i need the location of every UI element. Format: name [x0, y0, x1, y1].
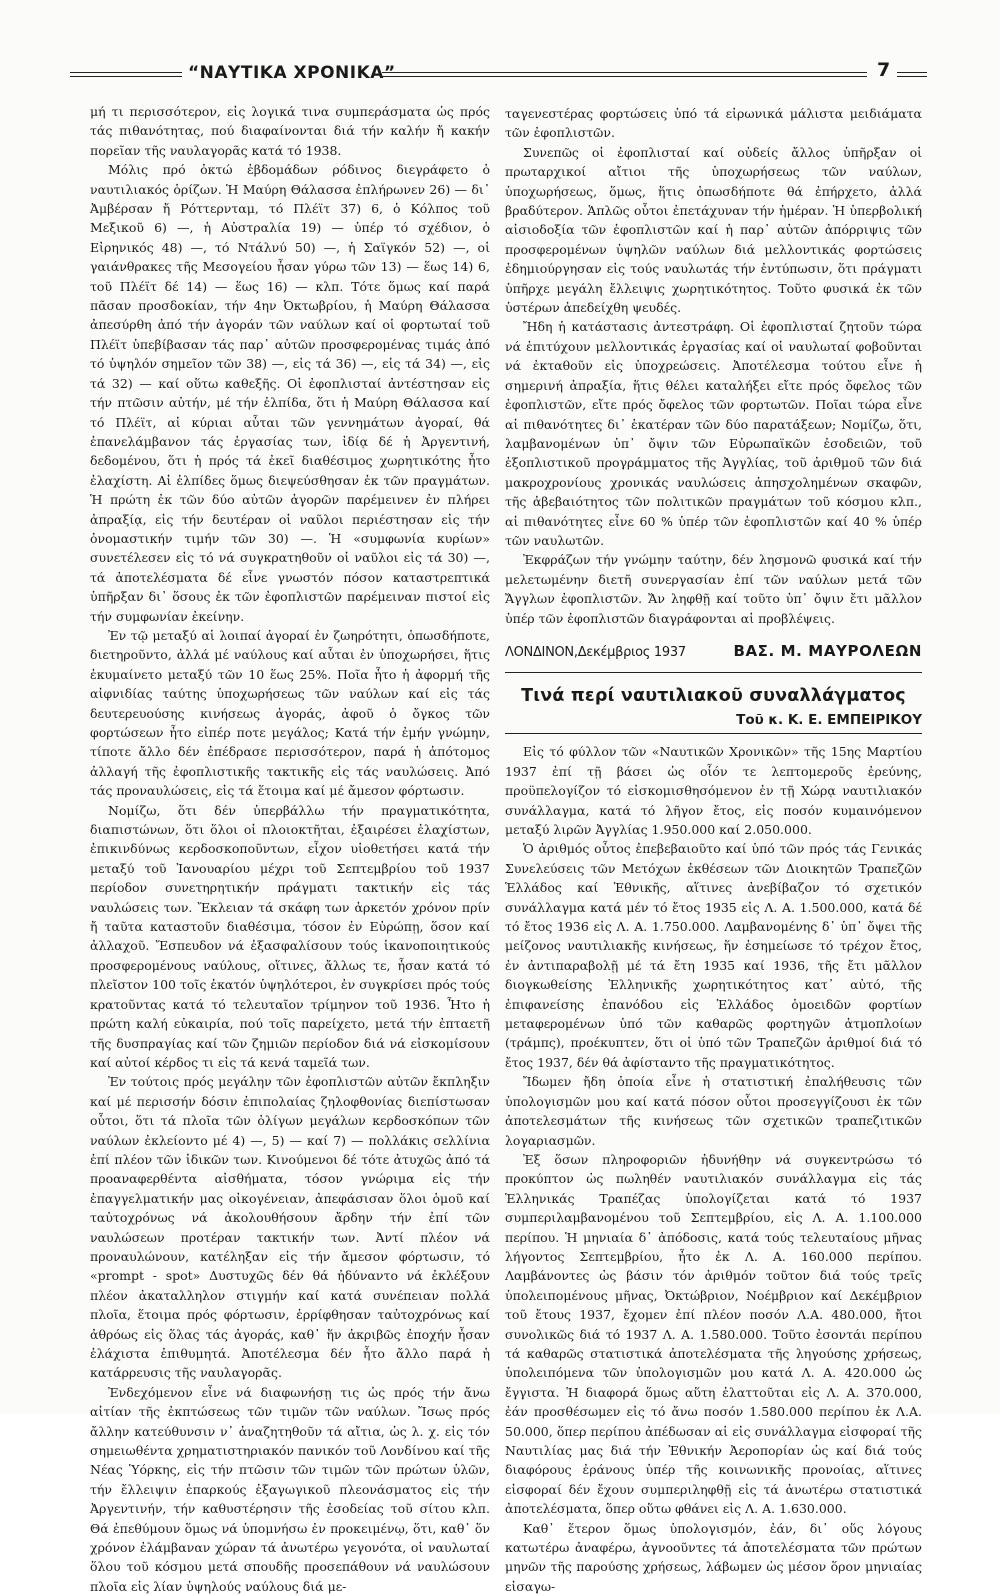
dateline: ΛΟΝΔΙΝΟΝ,Δεκέμβριος 1937 — [505, 644, 686, 660]
author-signature: ΒΑΣ. Μ. ΜΑΥΡΟΛΕΩΝ — [733, 641, 922, 660]
paragraph: μή τι περισσότερον, εἰς λογικά τινα συμπεράσματα ὡς πρός τάς πιθανότητας, πού διαφαίνονται διά τήν καλήν ἤ κακήν πορεῖαν τῆς ναυλαγορᾶς κατά τό 1938. — [90, 104, 490, 158]
paragraph: Νομίζω, ὅτι δέν ὑπερβάλλω τήν πραγματικότητα, διαπιστώνων, ὅτι ὅλοι οἱ πλοιοκτῆται, ἐξαιρέσει ἐλαχίστων, ἐπικινδύνως κερδοσκοποῦντων, εἶχον υἱοθετήσει κατά τήν μεταξύ τοῦ Ἰανουαρίου μέχρι τοῦ Σεπτεμβρίου τοῦ 1937 περίοδον συνετηρητικήν πράγματι τακτικήν εἰς τάς ναυλώσεις των. Ἔκλειαν τά σκάφη των ἀρκετόν χρόνον πρίν ἤ ταῦτα καταστοῦν διαθέσιμα, τόσον ἐν Εὐρώπῃ, ὅσον καί ἀλλαχοῦ. Ἔσπευδον νά ἐξασφαλίσουν τούς ἱκανοποιητικούς προσφερομένους ναύλους, οἵτινες, ἄλλως τε, ἦσαν κατά τό πλεῖστον 100 τοῖς ἑκατόν ὑψηλότεροι, ἐν συγκρίσει πρός τούς κρατοῦντας κατά τό τελευταῖον τρίμηνον τοῦ 1936. Ἦτο ἡ πρώτη καλή εὐκαιρία, πού τοῖς παρείχετο, μετά τήν ἐπταετῆ τῆς δυσπραγίας καί τῶν ζημιῶν περίοδον διά νά εἰσκομίσουν καί αὐτοί κέρδος τι εἰς τά κενά ταμεῖά των. — [90, 802, 490, 1070]
page-number: 7 — [877, 59, 891, 81]
paragraph: Ἐκφράζων τήν γνώμην ταύτην, δέν λησμονῶ φυσικά καί τήν μελετωμένην διετῆ συνεργασίαν ἐπί τῶν ναύλων μετά τῶν Ἄγγλων ἐφοπλιστῶν. Ἄν ληφθῇ καί τοῦτο ὑπ᾽ ὄψιν ἔτι μᾶλλον ὑπέρ τῶν ἐφοπλιστῶν διαγράφονται αἱ προβλέψεις. — [505, 552, 922, 626]
header-rule-right — [897, 72, 927, 77]
paragraph: Ἐν τῷ μεταξύ αἱ λοιπαί ἀγοραί ἐν ζωηρότητι, ὁπωσδήποτε, διετηροῦντο, ἀλλά μέ ναύλους καί αὗται ἐν ὑποχωρήσει, ἥτις ἐκυμαίνετο μεταξύ τῶν 10 ἕως 25%. Ποῖα ἦτο ἡ ἀφορμή τῆς αἰφνιδίας ταύτης ὑποχωρήσεως τῶν ναύλων καί εἰς τάς δευτερευούσης κινήσεως ἀγοράς, ἀφοῦ ὁ ὄγκος τῶν φορτώσεων ἦτο εἰπέρ ποτε μεγάλος; Κατά τήν ἐμήν γνώμην, τίποτε ἄλλο δέν ἐπέδρασε περισσότερον, παρά ἡ ἀπότομος ἀλλαγή τῆς ἐφοπλιστικῆς τακτικῆς εἰς τάς ναυλώσεις. Ἀπό τάς προναυλώσεις, εἰς τά ἕτοιμα καί μέ ἄμεσον φόρτωσιν. — [90, 627, 490, 799]
paragraph: Ἤδη ἡ κατάστασις ἀντεστράφη. Οἱ ἐφοπλισταί ζητοῦν τώρα νά ἐπιτύχουν μελλοντικάς ἐργασίας καί οἱ ναυλωταί φοβοῦνται νά ἐκταθοῦν εἰς ὑποχρεώσεις. Ἀποτέλεσμα τούτου εἶνε ἡ σημερινή ἀπραξία, ἥτις θέλει καταλήξει εἴτε πρός ὄφελος τῶν ἐφοπλιστῶν, εἴτε πρός ὄφελος τῶν φορτωτῶν. Ποῖαι τώρα εἶνε αἱ πιθανότητες δι᾽ ἑκατέραν τῶν δύο παρατάξεων; Νομίζω, ὅτι, λαμβανομένων ὑπ᾽ ὄψιν τῶν Εὐρωπαϊκῶν ἐσοδειῶν, τοῦ ἐξοπλιστικοῦ προγράμματος τῆς Ἀγγλίας, τοῦ ἀριθμοῦ τῶν διά μακροχρονίους χρονικάς ναυλώσεις ἀπησχολημένων σκαφῶν, τῆς ἀβεβαιότητος τῶν πολιτικῶν πραγμάτων τοῦ κόσμου κλπ., αἱ πιθανότητες εἶνε 60 % ὑπέρ τῶν ἐφοπλιστῶν καί 40 % ὑπέρ τῶν ναυλωτῶν. — [505, 319, 922, 548]
left-column — [90, 102, 490, 1596]
header-rule-middle — [382, 72, 867, 77]
paragraph: Μόλις πρό ὀκτώ ἑβδομάδων ρόδινος διεγράφετο ὁ ναυτιλιακός ὁρίζων. Ἡ Μαύρη Θάλασσα ἐπλήρωνεν 26) — δι᾽ Ἀμβέρσαν ἤ Ρόττερνταμ, τό Πλέϊτ 37) 6, ὁ Κόλπος τοῦ Μεξικοῦ 6) —, ἡ Αὐστραλία 19) — ὑπέρ τό σχέδιον, ὁ Εἰρηνικός 48) —, τό Ντάλνύ 50) —, ἡ Σαϊγκόν 52) —, οἱ γαιάνθρακες τῆς Μεσογείου ἦσαν γύρω τῶν 13) — ἕως 14) 6, τοῦ Πλέϊτ δέ 14) — ἕως 16) — κλπ. Τότε ὅμως καί παρά πᾶσαν προσδοκίαν, τήν 4ην Ὀκτωβρίου, ἡ Μαύρη Θάλασσα ἀπεσύρθη ἀπό τήν ἀγοράν τῶν ναύλων καί οἱ φορτωταί τοῦ Πλέϊτ ὑπεβίβασαν τάς παρ᾽ αὐτῶν προσφερομένας τιμάς ἀπό τό ὑψηλόν σημεῖον τῶν 38) —, εἰς τά 36) —, εἰς τά 34) —, εἰς τά 32) — καί οὕτω καθεξῆς. Οἱ ἐφοπλισταί ἀντέστησαν εἰς τήν πτῶσιν αὐτήν, μέ τήν ἐλπίδα, ὅτι ἡ Μαύρη Θάλασσα καί τό Πλέϊτ, αἱ κύριαι αὗται τῶν γεννημάτων ἀγοραί, θά ἐπανελάμβανον τάς ἐργασίας των, ἰδίᾳ δέ ἡ Ἀργεντινή, δεδομένου, ὅτι ἡ πρός τά ἐκεῖ διαθέσιμος χωρητικότης ἦτο ἐλαχίστη. Αἱ ἐλπίδες ὅμως διεψεύσθησαν ἐκ τῶν πραγμάτων. Ἡ πρώτη ἐκ τῶν δύο αὐτῶν ἀγορῶν παρέμεινεν ἐν πλήρει ἀπραξίᾳ, εἰς τήν δευτέραν οἱ ναῦλοι περιέστησαν εἰς τήν ὀνομαστικήν τιμήν τῶν 30) —. Ἡ «συμφωνία κυρίων» συνετέλεσεν εἰς τό νά συγκρατηθοῦν οἱ ναῦλοι εἰς τά 30) —, τά ἀποτελέσματα δέ εἶνε γνωστόν πόσον καταστρεπτικά ὑπῆρξαν δι᾽ ὅσους ἐκ τῶν ἐφοπλιστῶν παρέμειναν πιστοί εἰς τήν συμφωνίαν ἐκείνην. — [90, 162, 490, 624]
header-rule-left — [70, 72, 182, 77]
paragraph: Συνεπῶς οἱ ἐφοπλισταί καί οὐδείς ἄλλος ὑπῆρξαν οἱ πρωταρχικοί αἴτιοι τῆς ὑποχωρήσεως τῶν ναύλων, ὑποχωρήσεως, ὅμως, ἥτις ὁπωσδήποτε θά ἐπήρχετο, ἀλλά βραδύτερον. Ἁπλῶς οὗτοι ἐπετάχυναν τήν ἡμέραν. Ἡ ὑπερβολική αἰσιοδοξία τῶν ἐφοπλιστῶν καί ἡ παρ᾽ αὐτῶν ἀπόρριψις τῶν προσφερομένων ὑψηλῶν ναύλων διά μελλοντικάς φορτώσεις ἐδημιούργησαν εἰς τούς ναυλωτάς τήν ἐντύπωσιν, ὅτι πράγματι ὑπῆρχε μεγάλη ἔλλειψις χωρητικότητος. Τοῦτο φυσικά ἐκ τῶν ὑστέρων ἀπεδείχθη ψευδές. — [505, 144, 922, 316]
article-divider — [505, 672, 922, 673]
right-column — [505, 104, 922, 1596]
paragraph: Ἐνδεχόμενον εἶνε νά διαφωνήσῃ τις ὡς πρός τήν ἄνω αἰτίαν τῆς ἐκπτώσεως τῶν τιμῶν τῶν ναύλων. Ἴσως πρός ἄλλην κατεύθυνσιν ν᾽ ἀναζητηθοῦν τά αἴτια, ὡς λ. χ. εἰς τόν σημειωθέντα χρηματιστηριακόν πανικόν τοῦ Λονδίνου καί τῆς Νέας Ὑόρκης, εἰς τήν πτῶσιν τῶν τιμῶν τῶν πρώτων ὑλῶν, τήν ἔλλειψιν ἐπαρκούς ἐξαγωγικοῦ πλεονάσματος εἰς τήν Ἀργεντινήν, τήν καθυστέρησιν τῆς ἐσοδείας τοῦ σίτου κλπ. Θά ἐπεθύμουν ὅμως νά ὑπομνήσω ἐν προκειμένῳ, ὅτι, καθ᾽ ὅν χρόνον ἐλάμβαναν χώραν τά ἀνωτέρω γεγονότα, οἱ ναυλωταί ὅλου τοῦ κόσμου μετά σπουδῆς προσεπάθουν νά ναυλώσουν πλοῖα εἰς λίαν ὑψηλούς ναύλους διά με- — [90, 1384, 490, 1594]
paragraph: ταγενεστέρας φορτώσεις ὑπό τά εἰρωνικά μάλιστα μειδιάματα τῶν ἐφοπλιστῶν. — [505, 106, 922, 141]
paragraph: Ἐν τούτοις πρός μεγάλην τῶν ἐφοπλιστῶν αὐτῶν ἔκπληξιν καί μέ περισσήν δόσιν ἐπιπολαίας ζηλοφθονίας διεπίστωσαν οὗτοι, ὅτι τά πλοῖα τῶν ὀλίγων μεγάλων κερδοσκόπων τῶν ναύλων ἐκλείοντο μέ 4) —, 5) — καί 7) — πολλάκις σελλίνια ἐπί πλέον τῶν ἰδικῶν των. Κινούμενοι δέ τότε ἀτυχῶς ἀπό τά προαναφερθέντα αἰσθήματα, τόσον γνώριμα εἰς τήν ἐπαγγελματικήν μας οἰκογένειαν, ἀπεφάσισαν ὅλοι ὁμοῦ καί ταὐτοχρόνως νά ἀκολουθήσουν ἄρδην τήν ἐπί τῶν ναυλώσεων προτέραν τακτικήν των. Ἀντί πλέον νά προναυλώνουν, κατέληξαν εἰς τήν ἄμεσον φόρτωσιν, τό «prompt - spot» Δυστυχῶς δέν θά ἠδύναντο νά ἐκλέξουν πλέον ἀκαταλληλον στιγμήν καί κατά συνέπειαν πολλά πλοῖα, ἕτοιμα πρός φόρτωσιν, ἐρρίφθησαν ταὐτοχρόνως καί ἀθρόως εἰς ὅλας τάς ἀγοράς, καθ᾽ ἥν ἀκριβῶς ἐποχήν ἦσαν ἐλάχιστα ἐπιθυμητά. Ἀποτέλεσμα δέν ἦτο ἄλλο παρά ἡ κατάρρευσις τῆς ναυλαγορᾶς. — [90, 1074, 490, 1381]
paragraph: Ἐξ ὅσων πληροφοριῶν ἠδυνήθην νά συγκεντρώσω τό προκύπτον ὡς πωληθέν ναυτιλιακόν συνάλλαγμα εἰς τάς Ἑλληνικάς Τραπέζας ὑπολογίζεται κατά τό 1937 συμπεριλαμβανομένου τοῦ Σεπτεμβρίου, εἰς Λ. Α. 1.100.000 περίπου. Ἡ μηνιαία δ᾽ ἀπόδοσις, κατά τούς τελευταίους μῆνας λήγοντος Σεπτεμβρίου, ἦτο ἐκ Λ. Α. 160.000 περίπου. Λαμβάνοντες ὡς βάσιν τόν ἀριθμόν τοῦτον διά τούς τρεῖς ὑπολειπομένους μῆνας, Ὀκτώβριον, Νοέμβριον καί Δεκέμβριον τοῦ ἔτους 1937, ἔχομεν ἐπί πλέον ποσόν Λ.Α. 480.000, ἤτοι συνολικῶς διά τό 1937 Λ. Α. 1.580.000. Τοῦτο ἐσοντάι περίπου τά καθαρῶς στατιστικά ἀποτελέσματα τῆς ληγούσης χρήσεως, ὑπολειπόμενα τῶν ὑπολογισμῶν μου κατά Λ. Α. 420.000 ὡς ἔγγιστα. Ἡ διαφορά ὅμως αὕτη ἐλαττοῦται εἰς Λ. Α. 370.000, ἐάν προσθέσωμεν εἰς τό ἄνω ποσόν 1.580.000 περίπου ἐκ Λ.Α. 50.000, ὅπερ περίπου ἀπέδωσαν αἱ εἰς συνάλλαγμα εἰσφοραί τῆς Ναυτιλίας μας διά τήν Ἐθνικήν Ἀεροπορίαν ὡς καί διά τούς διαφόρους ἐράνους ὑπέρ τῆς κοινωνικῆς προνοίας, αἵτινες εἰσφοραί δέν ἔχουν συμπεριληφθῇ εἰς τά ἀνωτέρω στατιστικά ἀποτελέσματα, ὅπερ οὕτω φθάνει εἰς Λ. Α. 1.630.000. — [505, 1151, 922, 1517]
publication-title: “ΝΑΥΤΙΚΑ ΧΡΟΝΙΚΑ” — [188, 63, 396, 83]
paragraph: Εἰς τό φύλλον τῶν «Ναυτικῶν Χρονικῶν» τῆς 15ης Μαρτίου 1937 ἐπί τῇ βάσει ὡς οἷόν τε λεπτομεροῦς ἐρεύνης, προϋπελογίζον τό εἰσκομισθησόμενον ἐν τῇ Χώρᾳ ναυτιλιακόν συνάλλαγμα, κατά τό λῆγον ἔτος, εἰς ποσόν κυμαινόμενον μεταξύ λιρῶν Ἀγγλίας 1.950.000 καί 2.050.000. — [505, 744, 922, 837]
paragraph: Ἴδωμεν ἤδη ὁποία εἶνε ἡ στατιστική ἐπαλήθευσις τῶν ὑπολογισμῶν μου καί κατά πόσον οὗτοι προσεγγίζουσι ἐκ τῶν ἀποτελεσμάτων τῆς κινήσεως τῶν σχετικῶν τραπεζιτικῶν λογαριασμῶν. — [505, 1074, 922, 1148]
article-signoff — [505, 642, 922, 662]
paragraph: Καθ᾽ ἕτερον ὅμως ὑπολογισμόν, ἐάν, δι᾽ οὕς λόγους κατωτέρω ἀναφέρω, ἀγνοοῦντες τά ἀποτελέσματα τῶν πρώτων μηνῶν τῆς παρούσης χρήσεως, λάβωμεν ὡς μέσον ὅρον μηνιαίας εἰσαγω- — [505, 1520, 922, 1594]
article-title: Τινά περί ναυτιλιακοῦ συναλλάγματος — [521, 686, 906, 707]
paragraph: Ὁ ἀριθμός οὗτος ἐπεβεβαιοῦτο καί ὑπό τῶν πρός τάς Γενικάς Συνελεύσεις τῶν Μετόχων ἐκθέσεων τῶν Διοικητῶν Τραπεζῶν Ἑλλάδος καί Ἐθνικῆς, αἵτινες ἀνεβίβαζον τό σχετικόν συνάλλαγμα κατά μέν τό ἔτος 1935 εἰς Λ. Α. 1.500.000, κατά δέ τό ἔτος 1936 εἰς Λ. Α. 1.750.000. Λαμβανομένης δ᾽ ὑπ᾽ ὄψει τῆς μείζονος ναυτιλιακῆς κινήσεως, ἥν ἐσημείωσε τό τρέχον ἔτος, ἐν ἀντιπαραβολῇ μέ τά ἔτη 1935 καί 1936, τῆς ἔτι μᾶλλον διογκωθείσης Ἑλληνικῆς χωρητικότητος κατ᾽ αὐτό, τῆς ἐπιφανείσης ἐπανόδου εἰς Ἑλλάδος ὁμοειδῶν φορτίων μεταφερομένων ὑπό τῶν καθαρῶς φορτηγῶν ἀτμοπλοίων (τράμπς), προέκυπτεν, ὅτι οἱ ὑπό τῶν Τραπεζῶν ἀριθμοί διά τό ἔτος 1937, δέν θά ἀφίσταντο τῆς πραγματικότητος. — [505, 841, 922, 1070]
article-byline: Τοῦ κ. Κ. Ε. ΕΜΠΕΙΡΙΚΟΥ — [505, 710, 922, 734]
